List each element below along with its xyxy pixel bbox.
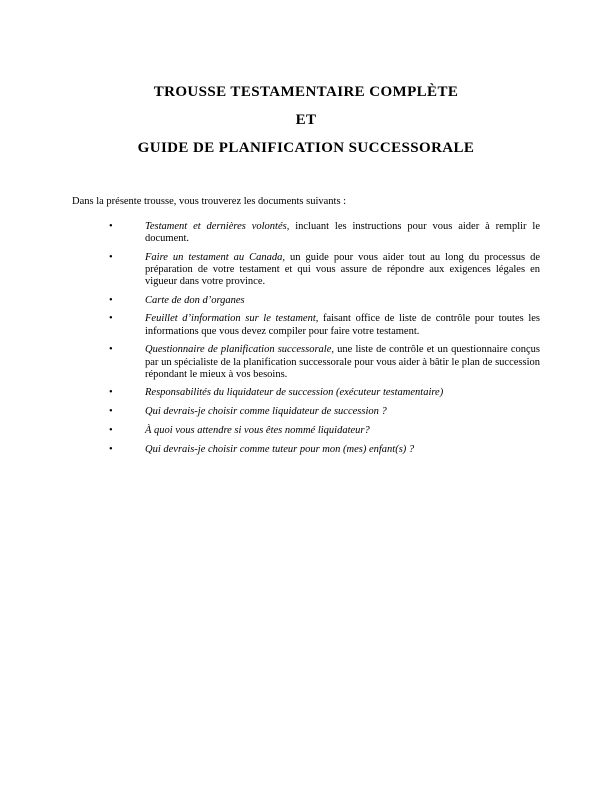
document-title xyxy=(72,78,540,162)
list-item-text xyxy=(145,425,370,436)
list-item-text xyxy=(145,252,540,287)
list-item-text xyxy=(145,295,245,306)
list-item-guide-canada xyxy=(72,252,540,289)
bullet-marker: • xyxy=(109,424,113,436)
list-item-choisir-tuteur xyxy=(72,444,540,456)
bullet-marker: • xyxy=(109,387,113,399)
bullet-marker: • xyxy=(109,313,113,325)
bullet-marker: • xyxy=(109,294,113,306)
list-item-text xyxy=(145,344,540,379)
item-title-italic: Testament et dernières volontés, xyxy=(145,220,290,232)
item-title-italic: Qui devrais-je choisir comme liquidateur de succession ? xyxy=(145,406,387,418)
item-title-italic: Faire un testament au Canada, xyxy=(145,251,286,263)
list-item-text xyxy=(145,387,443,398)
title-line-1: TROUSSE TESTAMENTAIRE COMPLÈTE xyxy=(153,84,459,100)
list-item-text xyxy=(145,406,387,417)
list-item-text xyxy=(145,221,540,244)
bullet-marker: • xyxy=(109,443,113,455)
item-title-italic: Qui devrais-je choisir comme tuteur pour mon (mes) enfant(s) ? xyxy=(145,443,415,455)
list-item-text xyxy=(145,444,414,455)
list-item-questionnaire xyxy=(72,344,540,381)
list-item-choisir-liquidateur xyxy=(72,406,540,418)
bullet-marker: • xyxy=(109,220,113,232)
item-text-regular: une liste de contrôle et un questionnaire conçus par un spécialiste de la planification successorale pour vous aider à bâtir le plan de succession répondant le mieux à vos besoins. xyxy=(145,344,540,380)
title-line-3: GUIDE DE PLANIFICATION SUCCESSORALE xyxy=(137,140,475,156)
bullet-marker: • xyxy=(109,344,113,356)
item-title-italic: Questionnaire de planification successorale, xyxy=(145,344,334,356)
bullet-marker: • xyxy=(109,406,113,418)
list-item-nomme-liquidateur xyxy=(72,425,540,437)
list-item-feuillet-information xyxy=(72,313,540,337)
list-item-carte-don-organes xyxy=(72,295,540,307)
list-item-responsabilites xyxy=(72,387,540,399)
bullet-marker: • xyxy=(109,251,113,263)
item-title-italic: À quoi vous attendre si vous êtes nommé liquidateur? xyxy=(145,424,370,436)
intro-paragraph: Dans la présente trousse, vous trouverez les documents suivants : xyxy=(72,196,347,207)
list-item-text xyxy=(145,313,540,336)
item-text-regular: incluant les instructions pour vous aider à remplir le document. xyxy=(145,220,540,244)
item-title-italic: Feuillet d’information sur le testament, xyxy=(145,313,319,325)
list-item-testament xyxy=(72,221,540,245)
item-text-regular: faisant office de liste de contrôle pour toutes les informations que vous devez compiler pour faire votre testament. xyxy=(145,313,540,337)
item-text-regular: un guide pour vous aider tout au long du processus de préparation de votre testament et qui vous assure de répondre aux exigences légales en vigueur dans votre province. xyxy=(145,251,540,288)
title-line-2: ET xyxy=(295,112,317,128)
document-list xyxy=(72,221,540,456)
item-title-italic: Carte de don d’organes xyxy=(145,294,245,306)
item-title-italic: Responsabilités du liquidateur de succession (exécuteur testamentaire) xyxy=(145,387,444,399)
